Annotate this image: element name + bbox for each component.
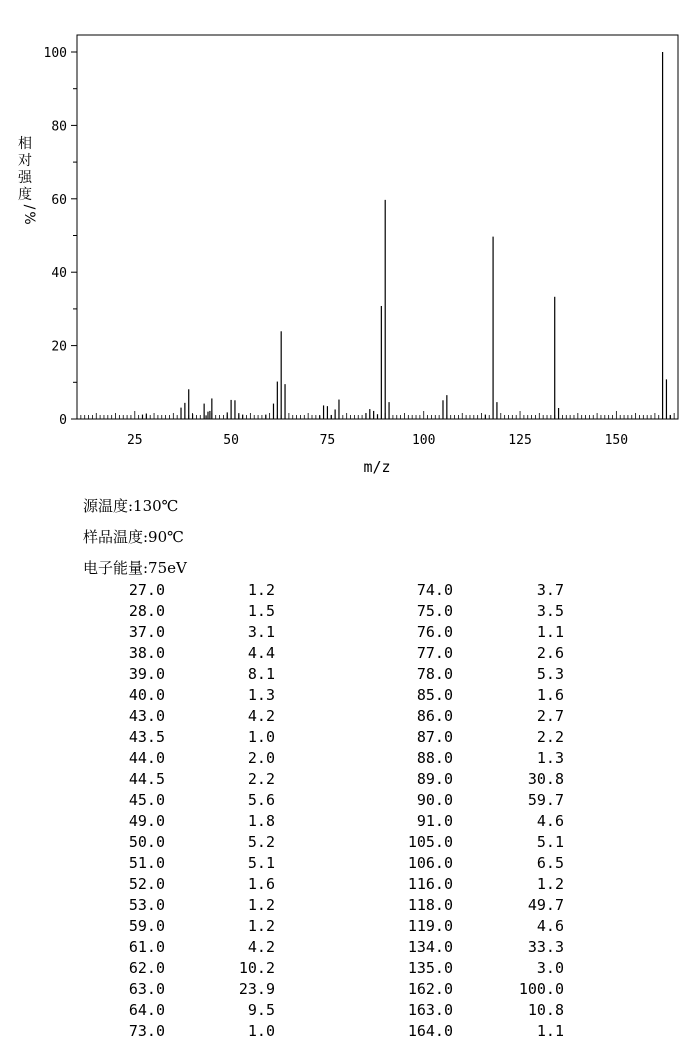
table-row bbox=[0, 790, 687, 811]
table-cell: 1.0 bbox=[247, 1022, 275, 1040]
peak-table bbox=[0, 580, 687, 1042]
x-tick-label: 150 bbox=[604, 433, 629, 448]
table-cell: 44.5 bbox=[128, 770, 165, 788]
table-cell: 38.0 bbox=[128, 644, 165, 662]
table-cell: 3.5 bbox=[536, 602, 564, 620]
y-tick-label: 60 bbox=[51, 192, 67, 208]
table-cell: 4.6 bbox=[536, 812, 564, 830]
table-cell: 106.0 bbox=[407, 854, 453, 872]
table-cell: 1.5 bbox=[247, 602, 275, 620]
table-cell: 5.2 bbox=[247, 833, 275, 851]
table-cell: 4.2 bbox=[247, 938, 275, 956]
table-row bbox=[0, 706, 687, 727]
table-cell: 1.3 bbox=[247, 686, 275, 704]
table-cell: 28.0 bbox=[128, 602, 165, 620]
x-tick-label: 75 bbox=[319, 433, 336, 448]
table-row bbox=[0, 622, 687, 643]
table-cell: 61.0 bbox=[128, 938, 165, 956]
table-cell: 43.5 bbox=[128, 728, 165, 746]
table-row bbox=[0, 664, 687, 685]
table-cell: 3.1 bbox=[247, 623, 275, 641]
y-label-char: 对 bbox=[18, 153, 32, 169]
table-cell: 134.0 bbox=[407, 938, 453, 956]
table-cell: 3.7 bbox=[536, 581, 564, 599]
table-cell: 4.4 bbox=[247, 644, 275, 662]
table-row bbox=[0, 979, 687, 1000]
table-row bbox=[0, 1021, 687, 1042]
table-row bbox=[0, 832, 687, 853]
table-row bbox=[0, 916, 687, 937]
table-cell: 44.0 bbox=[128, 749, 165, 767]
table-cell: 63.0 bbox=[128, 980, 165, 998]
table-cell: 53.0 bbox=[128, 896, 165, 914]
table-cell: 85.0 bbox=[416, 686, 453, 704]
table-cell: 33.3 bbox=[527, 938, 564, 956]
table-cell: 1.6 bbox=[247, 875, 275, 893]
table-cell: 59.7 bbox=[527, 791, 564, 809]
table-cell: 90.0 bbox=[416, 791, 453, 809]
table-cell: 27.0 bbox=[128, 581, 165, 599]
table-cell: 40.0 bbox=[128, 686, 165, 704]
table-cell: 50.0 bbox=[128, 833, 165, 851]
table-cell: 78.0 bbox=[416, 665, 453, 683]
table-cell: 10.2 bbox=[238, 959, 275, 977]
table-cell: 162.0 bbox=[407, 980, 453, 998]
table-cell: 4.6 bbox=[536, 917, 564, 935]
table-cell: 1.2 bbox=[536, 875, 564, 893]
table-cell: 1.8 bbox=[247, 812, 275, 830]
table-cell: 2.6 bbox=[536, 644, 564, 662]
table-row bbox=[0, 1000, 687, 1021]
y-tick-label: 0 bbox=[59, 413, 67, 428]
table-row bbox=[0, 769, 687, 790]
table-cell: 74.0 bbox=[416, 581, 453, 599]
table-cell: 6.5 bbox=[536, 854, 564, 872]
table-cell: 23.9 bbox=[238, 980, 275, 998]
table-row bbox=[0, 748, 687, 769]
table-cell: 5.6 bbox=[247, 791, 275, 809]
table-cell: 1.3 bbox=[536, 749, 564, 767]
table-row bbox=[0, 937, 687, 958]
table-row bbox=[0, 601, 687, 622]
table-cell: 2.2 bbox=[247, 770, 275, 788]
table-cell: 1.0 bbox=[247, 728, 275, 746]
table-cell: 135.0 bbox=[407, 959, 453, 977]
table-cell: 118.0 bbox=[407, 896, 453, 914]
y-tick-label: 100 bbox=[43, 46, 67, 61]
table-row bbox=[0, 874, 687, 895]
table-cell: 52.0 bbox=[128, 875, 165, 893]
table-cell: 62.0 bbox=[128, 959, 165, 977]
electron-energy: 电子能量:75eV bbox=[83, 559, 187, 577]
table-cell: 51.0 bbox=[128, 854, 165, 872]
table-cell: 4.2 bbox=[247, 707, 275, 725]
table-cell: 1.2 bbox=[247, 917, 275, 935]
table-cell: 30.8 bbox=[527, 770, 564, 788]
source-temperature: 源温度:130℃ bbox=[83, 497, 179, 515]
table-cell: 116.0 bbox=[407, 875, 453, 893]
y-axis-ticks bbox=[44, 46, 77, 428]
table-row bbox=[0, 958, 687, 979]
table-cell: 73.0 bbox=[128, 1022, 165, 1040]
table-cell: 37.0 bbox=[128, 623, 165, 641]
table-cell: 2.7 bbox=[536, 707, 564, 725]
table-cell: 8.1 bbox=[247, 665, 275, 683]
table-row bbox=[0, 811, 687, 832]
table-cell: 89.0 bbox=[416, 770, 453, 788]
table-cell: 1.2 bbox=[247, 581, 275, 599]
y-tick-label: 20 bbox=[51, 339, 67, 355]
table-row bbox=[0, 580, 687, 601]
x-tick-label: 25 bbox=[126, 433, 143, 448]
y-tick-label: 80 bbox=[51, 119, 67, 135]
table-cell: 64.0 bbox=[128, 1001, 165, 1019]
table-cell: 3.0 bbox=[536, 959, 564, 977]
table-cell: 10.8 bbox=[527, 1001, 564, 1019]
y-label-char: 度 bbox=[18, 187, 32, 203]
table-cell: 105.0 bbox=[407, 833, 453, 851]
table-cell: 1.2 bbox=[247, 896, 275, 914]
spectrum-bars bbox=[142, 52, 670, 419]
table-cell: 39.0 bbox=[128, 665, 165, 683]
y-axis-label bbox=[18, 135, 37, 225]
table-cell: 5.1 bbox=[536, 833, 564, 851]
table-cell: 9.5 bbox=[247, 1001, 275, 1019]
table-cell: 43.0 bbox=[128, 707, 165, 725]
table-cell: 59.0 bbox=[128, 917, 165, 935]
y-label-char: % bbox=[21, 211, 37, 225]
x-tick-label: 50 bbox=[223, 433, 239, 448]
y-tick-label: 40 bbox=[51, 266, 67, 282]
table-cell: 5.3 bbox=[536, 665, 564, 683]
table-cell: 5.1 bbox=[247, 854, 275, 872]
table-cell: 87.0 bbox=[416, 728, 453, 746]
x-tick-label: 100 bbox=[411, 433, 436, 448]
y-label-char: 相 bbox=[18, 136, 32, 152]
table-cell: 45.0 bbox=[128, 791, 165, 809]
table-cell: 1.6 bbox=[536, 686, 564, 704]
table-cell: 2.2 bbox=[536, 728, 564, 746]
table-cell: 100.0 bbox=[518, 980, 564, 998]
table-cell: 91.0 bbox=[416, 812, 453, 830]
table-cell: 2.0 bbox=[247, 749, 275, 767]
table-cell: 88.0 bbox=[416, 749, 453, 767]
x-tick-label: 125 bbox=[508, 433, 532, 448]
y-label-char: / bbox=[21, 204, 37, 210]
table-cell: 164.0 bbox=[407, 1022, 453, 1040]
table-row bbox=[0, 685, 687, 706]
table-cell: 86.0 bbox=[416, 707, 453, 725]
table-cell: 1.1 bbox=[536, 623, 564, 641]
mass-spectrum-chart bbox=[0, 0, 687, 480]
table-cell: 75.0 bbox=[416, 602, 453, 620]
table-cell: 119.0 bbox=[407, 917, 453, 935]
table-cell: 163.0 bbox=[407, 1001, 453, 1019]
table-row bbox=[0, 895, 687, 916]
table-cell: 77.0 bbox=[416, 644, 453, 662]
table-cell: 49.7 bbox=[527, 896, 564, 914]
table-cell: 76.0 bbox=[416, 623, 453, 641]
table-row bbox=[0, 853, 687, 874]
plot-frame bbox=[77, 35, 678, 419]
sample-temperature: 样品温度:90℃ bbox=[83, 528, 184, 546]
table-cell: 49.0 bbox=[128, 812, 165, 830]
table-row bbox=[0, 727, 687, 748]
table-cell: 1.1 bbox=[536, 1022, 564, 1040]
table-row bbox=[0, 643, 687, 664]
x-axis-label: m/z bbox=[363, 458, 391, 476]
y-label-char: 强 bbox=[18, 170, 32, 186]
